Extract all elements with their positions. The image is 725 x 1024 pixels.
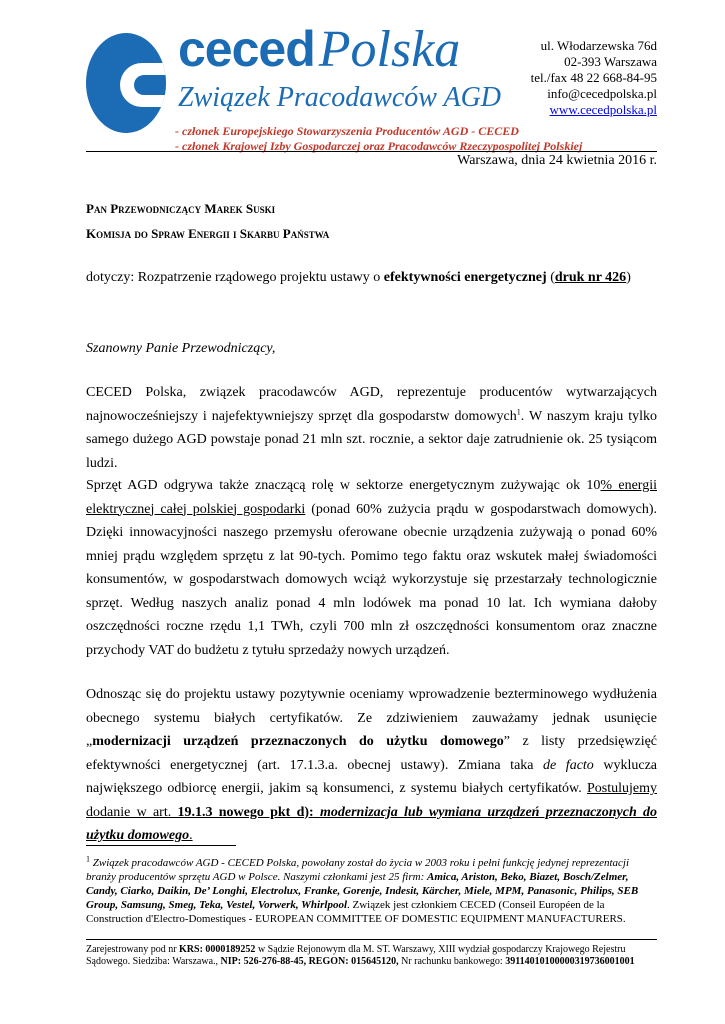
membership-line-ceced: - członek Europejskiego Stowarzyszenia Producentów AGD - CECED (175, 124, 519, 138)
registration-footer: Zarejestrowany pod nr KRS: 0000189252 w Sądzie Rejonowym dla M. ST. Warszawy, XIII wydział gospodarczy Krajowego Rejestru Sądowego. Siedziba: Warszawa., NIP: 526-276-88-45, REGON: 015645120, Nr rachunku bankowego: 39114010100000319736001001 (86, 944, 635, 967)
membership-list (175, 124, 582, 154)
header-divider (86, 151, 657, 152)
recipient-committee: Komisja do Spraw Energii i Skarbu Państwa (86, 226, 330, 241)
footer-divider (86, 939, 657, 940)
membership-line-kig: - członek Krajowej Izby Gospodarczej oraz Pracodawców Rzeczypospolitej Polskiej (175, 139, 583, 153)
subject-line: dotyczy: Rozpatrzenie rządowego projektu ustawy o efektywności energetycznej (druk nr 426) (86, 270, 631, 285)
footnote-reference: 1 (516, 406, 521, 416)
ceced-logo-wordmark (178, 21, 461, 78)
recipient-name: Pan Przewodniczący Marek Suski (86, 201, 276, 216)
print-reference: druk nr 426 (554, 270, 627, 285)
salutation: Szanowny Panie Przewodniczący, (86, 341, 276, 356)
paragraph-intro: CECED Polska, związek pracodawców AGD, reprezentuje producentów wytwarzających najnowocześniejszy i najefektywniejszy sprzęt dla gospodarstw domowych$^1$. W naszym kraju tylko samego dużego AGD powstaje ponad 21 mln szt. rocznie, a sektor daje zatrudnienie ok. 25 tysiącom ludzi. (86, 385, 657, 471)
logo-word-ceced: ceced (178, 21, 315, 77)
address-city: 02-393 Warszawa (564, 54, 657, 69)
organization-subtitle: Związek Pracodawców AGD (178, 82, 502, 113)
contact-address-block (531, 38, 657, 118)
address-street: ul. Włodarzewska 76d (540, 38, 657, 53)
website-link[interactable]: www.cecedpolska.pl (549, 102, 657, 117)
logo-word-polska: Polska (318, 21, 461, 78)
address-phone: tel./fax 48 22 668-84-95 (530, 70, 657, 85)
paragraph-energy: Sprzęt AGD odgrywa także znaczącą rolę w sektorze energetycznym zużywając ok 10% energii elektrycznej całej polskiej gospodarki (ponad 60% zużycia prądu w gospodarstwach domowych). Dzięki innowacyjności naszego przemysłu oferowane obecnie urządzenia zużywają o ponad 60% mniej prądu względem sprzętu z lat 90-tych. Pomimo tego faktu oraz wskutek małej świadomości konsumentów, w gospodarstwach domowych wciąż wykorzystuje się przestarzały technologicznie sprzęt. Według naszych analiz ponad 4 mln lodówek ma ponad 10 lat. Ich wymiana dałoby oszczędności roczne rzędu 1,1 TWh, czyli 700 mln zł oszczędności konsumentom oraz znaczne przychody VAT do budżetu z tytułu sprzedaży nowych urządzeń. (86, 478, 657, 658)
footnote-separator (86, 845, 236, 846)
address-email: info@cecedpolska.pl (547, 86, 657, 101)
letter-date: Warszawa, dnia 24 kwietnia 2016 r. (457, 153, 657, 168)
footnote: $^1$ Związek pracodawców AGD - CECED Polska, powołany został do życia w 2003 roku i pełni funkcję jedynej reprezentacji branży producentów sprzętu AGD w Polsce. Naszymi członkami jest 25 firm: Amica, Ariston, Beko, Biazet, Bosch/Zelmer, Candy, Ciarko, Daikin, De’ Longhi, Electrolux, Franke, Gorenje, Indesit, Kärcher, Miele, MPM, Panasonic, Philips, SEB Group, Samsung, Smeg, Teka, Vestel, Vorwerk, Whirlpool. Związek jest członkiem CECED (Conseil Européen de la Construction d'Electro-Domestiques - EUROPEAN COMMITTEE OF DOMESTIC EQUIPMENT MANUFACTURERS. (86, 854, 639, 925)
paragraph-certificates: Odnosząc się do projektu ustawy pozytywnie oceniamy wprowadzenie bezterminowego wydłużenia obecnego systemu białych certyfikatów. Ze zdziwieniem zauważamy jednak usunięcie „modernizacji urządzeń przeznaczonych do użytku domowego” z listy przedsięwzięć efektywności energetycznej (art. 17.1.3.a. obecnej ustawy). Zmiana taka de facto wyklucza największego odbiorcę energii, jakim są konsumenci, z systemu białych certyfikatów. Postulujemy dodanie w art. 19.1.3 nowego pkt d): modernizacja lub wymiana urządzeń przeznaczonych do użytku domowego. (86, 687, 658, 843)
ceced-logo-emblem (86, 33, 166, 133)
